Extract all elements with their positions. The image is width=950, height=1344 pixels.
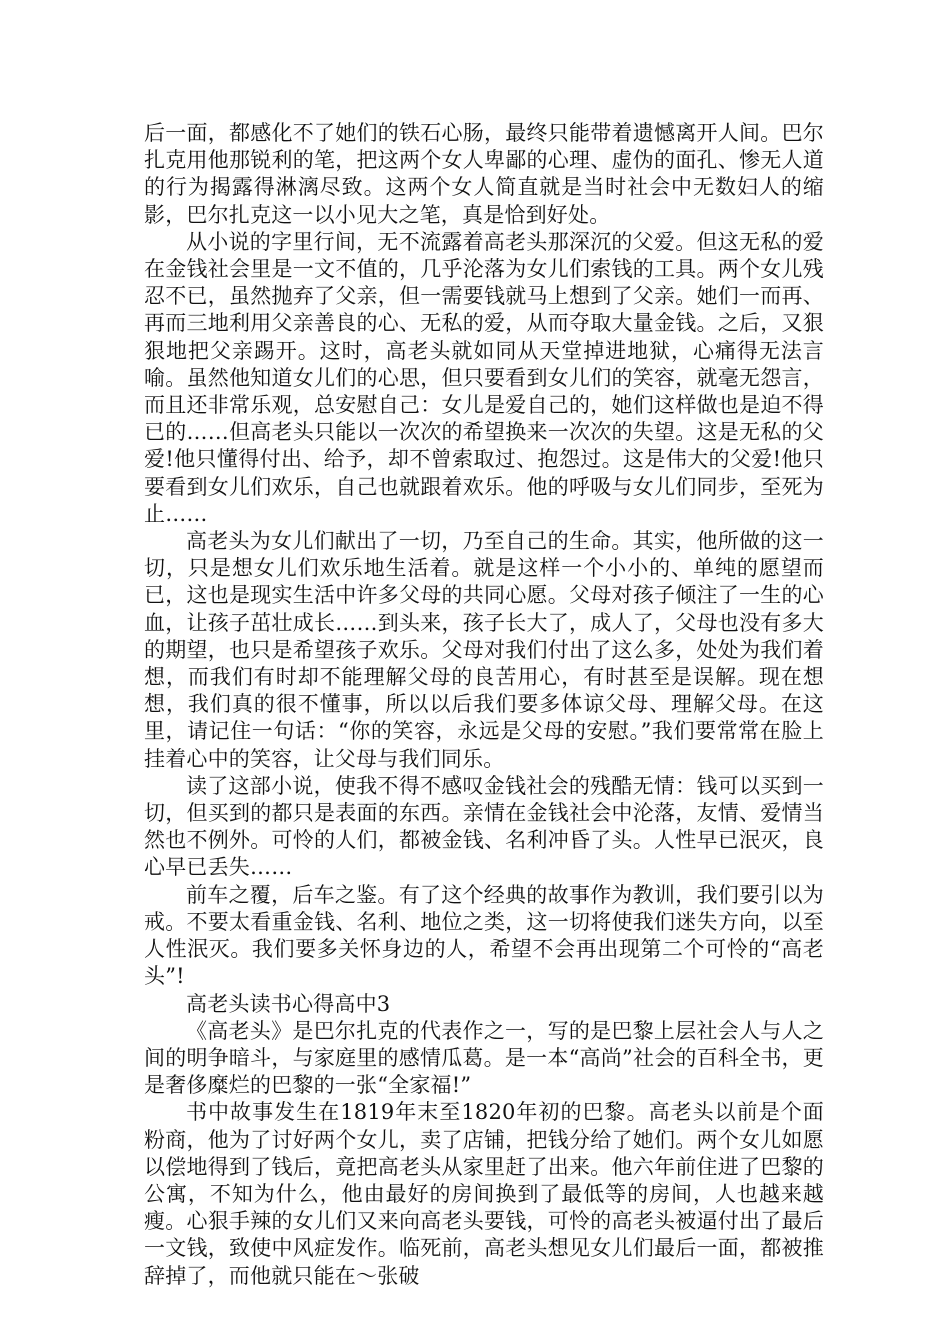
paragraph-lesson: 前车之覆，后车之鉴。有了这个经典的故事作为教训，我们要引以为戒。不要太看重金钱、名利、地位之类，这一切将使我们迷失方向，以至人性泯灭。我们要多关怀身边的人，希望不会再出现第二个可怜的“高老头”! [144,882,824,989]
paragraph-continuation: 后一面，都感化不了她们的铁石心肠，最终只能带着遗憾离开人间。巴尔扎克用他那锐利的笔，把这两个女人卑鄙的心理、虚伪的面孔、惨无人道的行为揭露得淋漓尽致。这两个女人简直就是当时社会中无数妇人的缩影，巴尔扎克这一以小见大之笔，真是恰到好处。 [144,121,824,227]
paragraph-intro: 《高老头》是巴尔扎克的代表作之一，写的是巴黎上层社会人与人之间的明争暗斗，与家庭里的感情瓜葛。是一本“高尚”社会的百科全书，更是奢侈糜烂的巴黎的一张“全家福!” [144,1018,824,1098]
section-heading: 高老头读书心得高中3 [186,991,391,1016]
paragraph-fatherly-love: 从小说的字里行间，无不流露着高老头那深沉的父爱。但这无私的爱在金钱社会里是一文不值的，几乎沦落为女儿们索钱的工具。两个女儿残忍不已，虽然抛弃了父亲，但一需要钱就马上想到了父亲。她们一而再、再而三地利用父亲善良的心、无私的爱，从而夺取大量金钱。之后，又狠狠地把父亲踢开。这时，高老头就如同从天堂掉进地狱，心痛得无法言喻。虽然他知道女儿们的心思，但只要看到女儿们的笑容，就毫无怨言，而且还非常乐观，总安慰自己：女儿是爱自己的，她们这样做也是迫不得已的……但高老头只能以一次次的希望换来一次次的失望。这是无私的父爱!他只懂得付出、给予，却不曾索取过、抱怨过。这是伟大的父爱!他只要看到女儿们欢乐，自己也就跟着欢乐。他的呼吸与女儿们同步，至死为止…… [144,229,824,526]
paragraph-sacrifice: 高老头为女儿们献出了一切，乃至自己的生命。其实，他所做的这一切，只是想女儿们欢乐地生活着。就是这样一个小小的、单纯的愿望而已，这也是现实生活中许多父母的共同心愿。父母对孩子倾注了一生的心血，让孩子茁壮成长……到头来，孩子长大了，成人了，父母也没有多大的期望，也只是希望孩子欢乐。父母对我们付出了这么多，处处为我们着想，而我们有时却不能理解父母的良苦用心，有时甚至是误解。现在想想，我们真的很不懂事，所以以后我们要多体谅父母、理解父母。在这里，请记住一句话：“你的笑容，永远是父母的安慰。”我们要常常在脸上挂着心中的笑容，让父母与我们同乐。 [144,529,824,771]
paragraph-story: 书中故事发生在1819年末至1820年初的巴黎。高老头以前是个面粉商，他为了讨好两个女儿，卖了店铺，把钱分给了她们。两个女儿如愿以偿地得到了钱后，竟把高老头从家里赶了出来。他六年前住进了巴黎的公寓，不知为什么，他由最好的房间换到了最低等的房间，人也越来越瘦。心狠手辣的女儿们又来向高老头要钱，可怜的高老头被逼付出了最后一文钱，致使中风症发作。临死前，高老头想见女儿们最后一面，都被推辞掉了，而他就只能在～张破 [144,1100,824,1288]
body-text [144,120,824,1290]
paragraph-money-society: 读了这部小说，使我不得不感叹金钱社会的残酷无情：钱可以买到一切，但买到的都只是表面的东西。亲情在金钱社会中沦落，友情、爱情当然也不例外。可怜的人们，都被金钱、名利冲昏了头。人性早已泯灭，良心早已丢失…… [144,773,824,880]
